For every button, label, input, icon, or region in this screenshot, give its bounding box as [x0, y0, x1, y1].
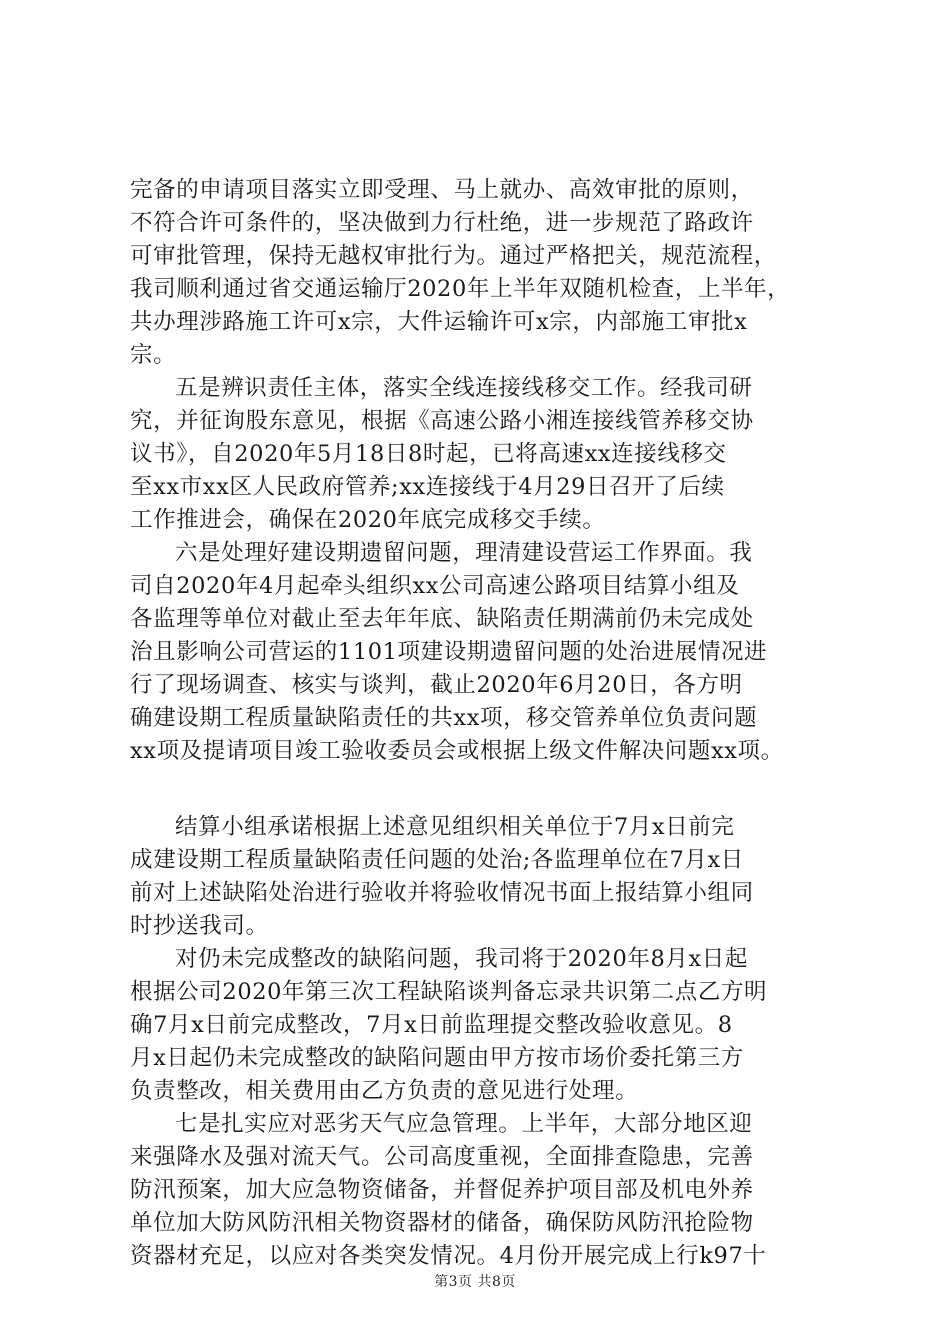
- text-line: 司自2020年4月起牵头组织xx公司高速公路项目结算小组及: [130, 573, 740, 599]
- text-line: 前对上述缺陷处治进行验收并将验收情况书面上报结算小组同: [130, 880, 754, 906]
- text-line: 确7月x日前完成整改，7月x日前监理提交整改验收意见。8: [130, 1012, 733, 1038]
- text-line: 宗。: [130, 342, 177, 368]
- paragraph-first-line: 对仍未完成整改的缺陷问题，我司将于2020年8月x日起: [175, 946, 748, 972]
- text-line: 负责整改，相关费用由乙方负责的意见进行处理。: [130, 1078, 639, 1104]
- text-line: 至xx市xx区人民政府管养;xx连接线于4月29日召开了后续: [130, 474, 725, 500]
- text-line: 时抄送我司。: [130, 913, 269, 939]
- paragraph-first-line: 六是处理好建设期遗留问题，理清建设营运工作界面。我: [175, 540, 753, 566]
- text-line: 治且影响公司营运的1101项建设期遗留问题的处治进展情况进: [130, 639, 768, 665]
- text-line: 确建设期工程质量缺陷责任的共xx项，移交管养单位负责问题: [130, 705, 758, 731]
- text-line: 完备的申请项目落实立即受理、马上就办、高效审批的原则，: [130, 177, 754, 203]
- text-line: 可审批管理，保持无越权审批行为。通过严格把关，规范流程，: [130, 243, 777, 269]
- text-line: xx项及提请项目竣工验收委员会或根据上级文件解决问题xx项。: [130, 738, 784, 764]
- text-line: 究，并征询股东意见，根据《高速公路小湘连接线管养移交协: [130, 408, 754, 434]
- paragraph-gap: [130, 768, 830, 811]
- page-number-footer: 第3页 共8页: [434, 1274, 516, 1290]
- text-line: 共办理涉路施工许可x宗，大件运输许可x宗，内部施工审批x: [130, 309, 748, 335]
- text-line: 议书》，自2020年5月18日8时起，已将高速xx连接线移交: [130, 441, 727, 467]
- text-line: 月x日起仍未完成整改的缺陷问题由甲方按市场价委托第三方: [130, 1045, 744, 1071]
- text-line: 各监理等单位对截止至去年年底、缺陷责任期满前仍未完成处: [130, 606, 754, 632]
- paragraph-first-line: 七是扎实应对恶劣天气应急管理。上半年，大部分地区迎: [175, 1111, 753, 1137]
- paragraph-first-line: 五是辨识责任主体，落实全线连接线移交工作。经我司研: [175, 375, 753, 401]
- text-line: 根据公司2020年第三次工程缺陷谈判备忘录共识第二点乙方明: [130, 979, 768, 1005]
- text-line: 我司顺利通过省交通运输厅2020年上半年双随机检查，上半年，: [130, 276, 791, 302]
- text-line: 防汛预案，加大应急物资储备，并督促养护项目部及机电外养: [130, 1177, 754, 1203]
- text-line: 资器材充足，以应对各类突发情况。4月份开展完成上行k97十: [130, 1243, 767, 1269]
- text-line: 工作推进会，确保在2020年底完成移交手续。: [130, 507, 606, 533]
- paragraph-first-line: 结算小组承诺根据上述意见组织相关单位于7月x日前完: [175, 814, 735, 840]
- text-line: 行了现场调查、核实与谈判，截止2020年6月20日，各方明: [130, 672, 743, 698]
- text-line: 单位加大防风防汛相关物资器材的储备，确保防风防汛抢险物: [130, 1210, 754, 1236]
- document-body: [130, 174, 830, 1273]
- text-line: 不符合许可条件的，坚决做到力行杜绝，进一步规范了路政许: [130, 210, 754, 236]
- text-line: 来强降水及强对流天气。公司高度重视，全面排查隐患，完善: [130, 1144, 754, 1170]
- text-line: 成建设期工程质量缺陷责任问题的处治;各监理单位在7月x日: [130, 847, 744, 873]
